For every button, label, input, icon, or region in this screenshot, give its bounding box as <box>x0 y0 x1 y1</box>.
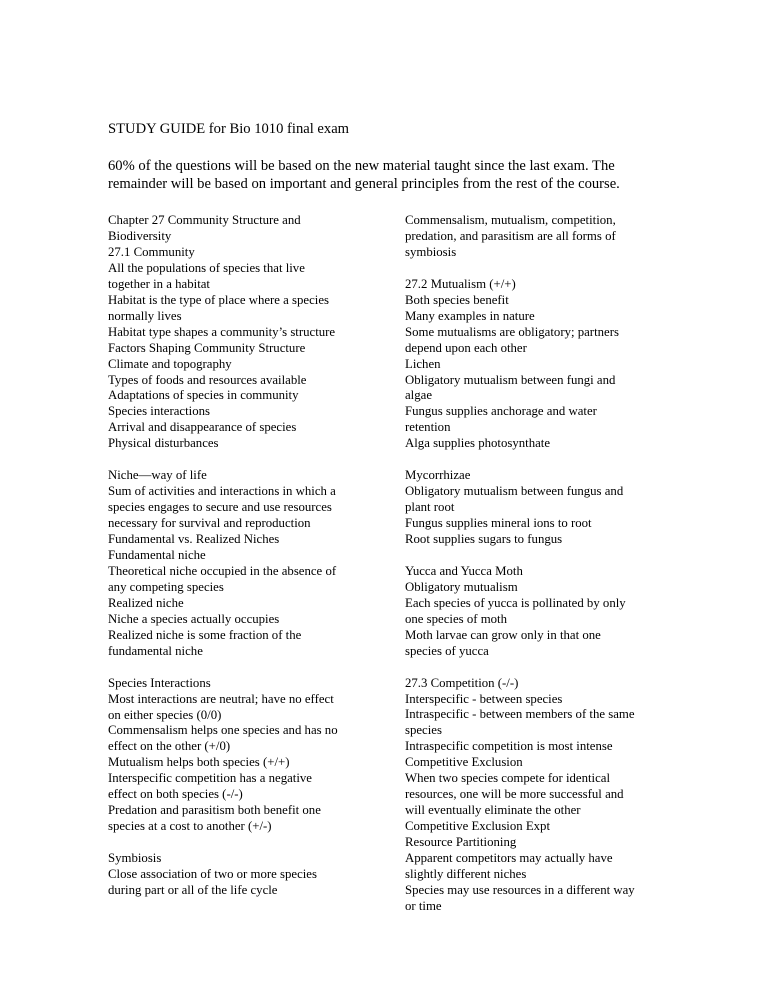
text-line: Species Interactions <box>108 675 211 690</box>
text-line: Yucca and Yucca Moth <box>405 563 523 578</box>
text-line: Species may use resources in a different way <box>405 882 635 897</box>
text-line: together in a habitat <box>108 276 210 291</box>
right-column <box>405 213 665 931</box>
text-line: Competitive Exclusion Expt <box>405 819 551 834</box>
text-line: Species interactions <box>108 404 210 419</box>
text-line: Mutualism helps both species (+/+) <box>108 755 290 770</box>
text-line: Close association of two or more species <box>108 867 317 882</box>
text-line: on either species (0/0) <box>108 707 222 722</box>
text-line: Alga supplies photosynthate <box>405 436 551 451</box>
text-line: Factors Shaping Community Structure <box>108 340 306 355</box>
text-block <box>405 213 665 261</box>
text-line: or time <box>405 898 442 913</box>
text-line: Most interactions are neutral; have no effect <box>108 691 334 706</box>
document-title: STUDY GUIDE for Bio 1010 final exam <box>108 121 350 137</box>
text-line: necessary for survival and reproduction <box>108 516 311 531</box>
text-line: Commensalism, mutualism, competition, <box>405 213 616 227</box>
text-line: species engages to secure and use resources <box>108 500 332 515</box>
text-line: normally lives <box>108 308 182 323</box>
text-line: Habitat is the type of place where a species <box>108 292 330 307</box>
text-line: Biodiversity <box>108 228 172 243</box>
text-line: Climate and topography <box>108 356 232 371</box>
text-block <box>405 564 665 660</box>
text-line: Realized niche is some fraction of the <box>108 627 302 642</box>
text-line: 27.2 Mutualism (+/+) <box>405 276 516 291</box>
text-line: during part or all of the life cycle <box>108 882 278 897</box>
text-line: Habitat type shapes a community’s structure <box>108 324 336 339</box>
text-line: effect on the other (+/0) <box>108 739 231 754</box>
text-line: any competing species <box>108 579 224 594</box>
text-line: Both species benefit <box>405 292 509 307</box>
text-line: slightly different niches <box>405 867 527 882</box>
text-line: species <box>405 723 442 738</box>
text-line: Some mutualisms are obligatory; partners <box>405 324 619 339</box>
intro-paragraph <box>108 157 668 193</box>
text-line: Niche—way of life <box>108 468 207 483</box>
text-line: All the populations of species that live <box>108 260 305 275</box>
text-line: Resource Partitioning <box>405 835 517 850</box>
text-line: Root supplies sugars to fungus <box>405 532 563 547</box>
text-line: one species of moth <box>405 611 507 626</box>
text-line: Interspecific - between species <box>405 691 563 706</box>
text-line: Fundamental niche <box>108 548 206 562</box>
text-line: Chapter 27 Community Structure and <box>108 213 301 227</box>
text-line: Fungus supplies mineral ions to root <box>405 516 592 531</box>
text-line: Mycorrhizae <box>405 468 471 483</box>
text-line: species at a cost to another (+/-) <box>108 819 272 834</box>
text-line: Moth larvae can grow only in that one <box>405 627 601 642</box>
text-block <box>108 213 373 452</box>
text-line: Each species of yucca is pollinated by only <box>405 595 626 610</box>
text-line: Realized niche <box>108 595 184 610</box>
text-line: depend upon each other <box>405 340 527 355</box>
intro-line: 60% of the questions will be based on the new material taught since the last exam. The <box>108 158 615 174</box>
text-line: Theoretical niche occupied in the absence of <box>108 563 337 578</box>
text-block <box>108 676 373 836</box>
text-line: Intraspecific - between members of the same <box>405 707 635 722</box>
text-block <box>108 851 373 899</box>
text-line: Sum of activities and interactions in which a <box>108 484 336 499</box>
text-line: Obligatory mutualism between fungi and <box>405 372 616 387</box>
text-block <box>405 676 665 915</box>
text-line: effect on both species (-/-) <box>108 787 243 802</box>
text-line: Fundamental vs. Realized Niches <box>108 532 280 547</box>
text-block <box>108 468 373 659</box>
text-line: Intraspecific competition is most intense <box>405 739 613 754</box>
text-line: Physical disturbances <box>108 436 219 451</box>
text-block <box>405 277 665 452</box>
text-line: Lichen <box>405 356 441 371</box>
text-line: Apparent competitors may actually have <box>405 851 613 866</box>
text-line: predation, and parasitism are all forms of <box>405 228 616 243</box>
text-line: plant root <box>405 500 455 515</box>
text-line: Many examples in nature <box>405 308 535 323</box>
text-line: Types of foods and resources available <box>108 372 307 387</box>
text-line: Competitive Exclusion <box>405 755 523 770</box>
text-line: species of yucca <box>405 643 489 658</box>
text-line: Predation and parasitism both benefit one <box>108 803 321 818</box>
text-line: Commensalism helps one species and has no <box>108 723 338 738</box>
text-line: retention <box>405 420 451 435</box>
text-line: Interspecific competition has a negative <box>108 771 312 786</box>
text-line: fundamental niche <box>108 643 203 658</box>
text-line: Obligatory mutualism <box>405 579 518 594</box>
text-line: will eventually eliminate the other <box>405 803 581 818</box>
left-column <box>108 213 373 915</box>
intro-line: remainder will be based on important and general principles from the rest of the course. <box>108 176 620 192</box>
text-line: Fungus supplies anchorage and water <box>405 404 597 419</box>
text-line: Symbiosis <box>108 851 162 866</box>
text-block <box>405 468 665 548</box>
text-line: resources, one will be more successful and <box>405 787 624 802</box>
text-line: Adaptations of species in community <box>108 388 299 403</box>
text-line: When two species compete for identical <box>405 771 611 786</box>
text-line: symbiosis <box>405 244 457 259</box>
text-line: algae <box>405 388 432 403</box>
text-line: Niche a species actually occupies <box>108 611 280 626</box>
text-line: Arrival and disappearance of species <box>108 420 297 435</box>
text-line: 27.3 Competition (-/-) <box>405 675 519 690</box>
text-line: Obligatory mutualism between fungus and <box>405 484 624 499</box>
text-line: 27.1 Community <box>108 244 195 259</box>
